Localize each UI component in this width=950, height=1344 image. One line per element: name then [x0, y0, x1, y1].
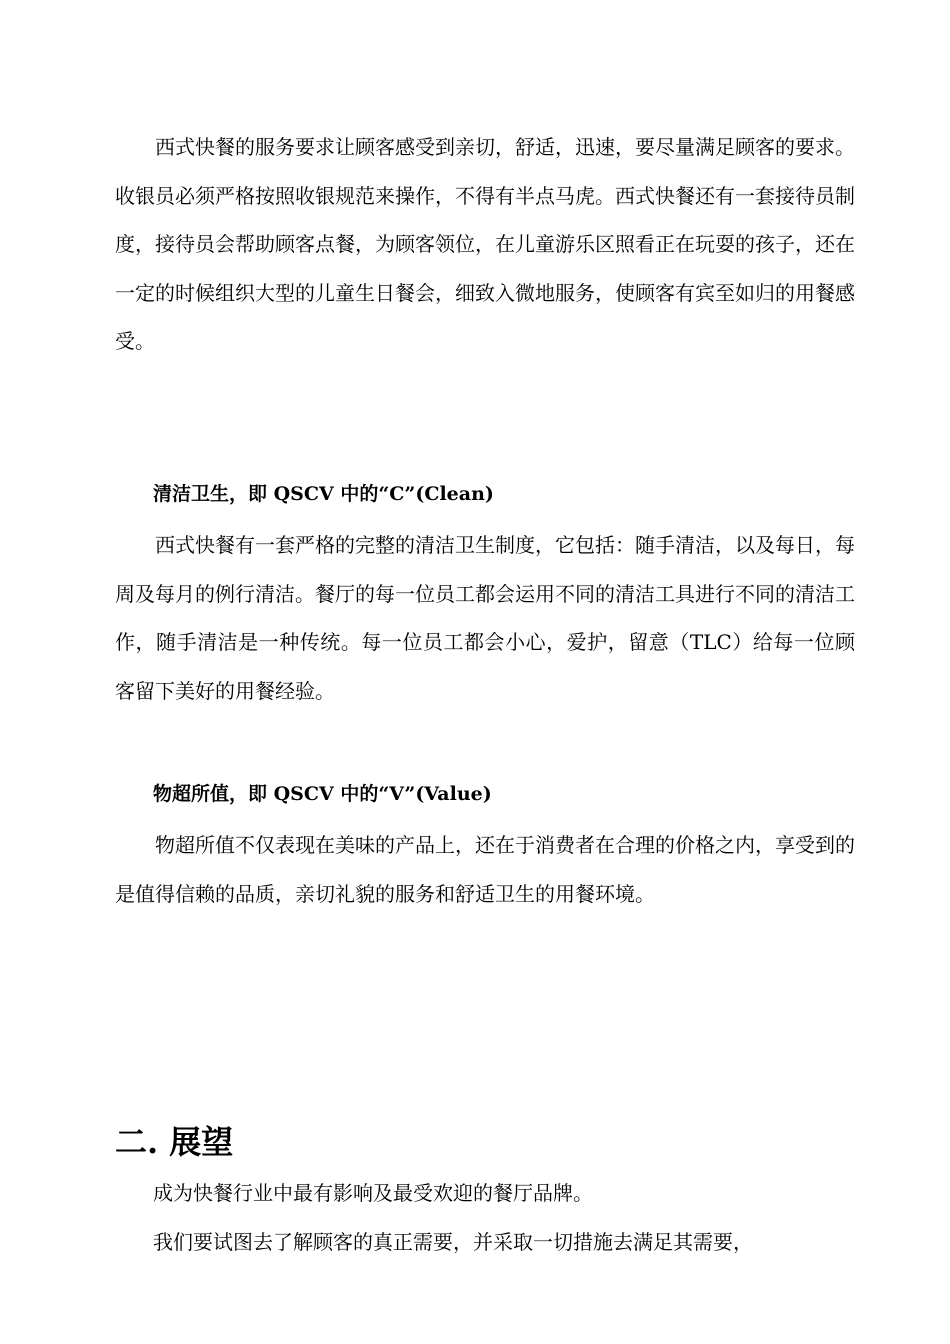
value-section-heading: 物超所值，即 QSCV 中的“V”(Value) — [153, 783, 492, 805]
clean-paragraph: 西式快餐有一套严格的完整的清洁卫生制度，它包括：随手清洁，以及每日，每周及每月的例行清洁。餐厅的每一位员工都会运用不同的清洁工具进行不同的清洁工作，随手清洁是一种传统。每一位员工都会小心，爱护，留意（TLC）给每一位顾客留下美好的用餐经验。 — [115, 533, 855, 703]
outlook-heading: 二. 展望 — [115, 1123, 234, 1161]
service-paragraph: 西式快餐的服务要求让顾客感受到亲切，舒适，迅速，要尽量满足顾客的要求。收银员必须严格按照收银规范来操作，不得有半点马虎。西式快餐还有一套接待员制度，接待员会帮助顾客点餐，为顾客领位，在儿童游乐区照看正在玩耍的孩子，还在一定的时候组织大型的儿童生日餐会，细致入微地服务，使顾客有宾至如归的用餐感受。 — [115, 135, 855, 353]
clean-section-heading: 清洁卫生，即 QSCV 中的“C”(Clean) — [153, 483, 494, 505]
outlook-line-1: 成为快餐行业中最有影响及最受欢迎的餐厅品牌。 — [153, 1181, 593, 1205]
outlook-line-2: 我们要试图去了解顾客的真正需要，并采取一切措施去满足其需要， — [153, 1230, 753, 1254]
value-paragraph: 物超所值不仅表现在美味的产品上，还在于消费者在合理的价格之内，享受到的是值得信赖的品质，亲切礼貌的服务和舒适卫生的用餐环境。 — [115, 833, 855, 906]
